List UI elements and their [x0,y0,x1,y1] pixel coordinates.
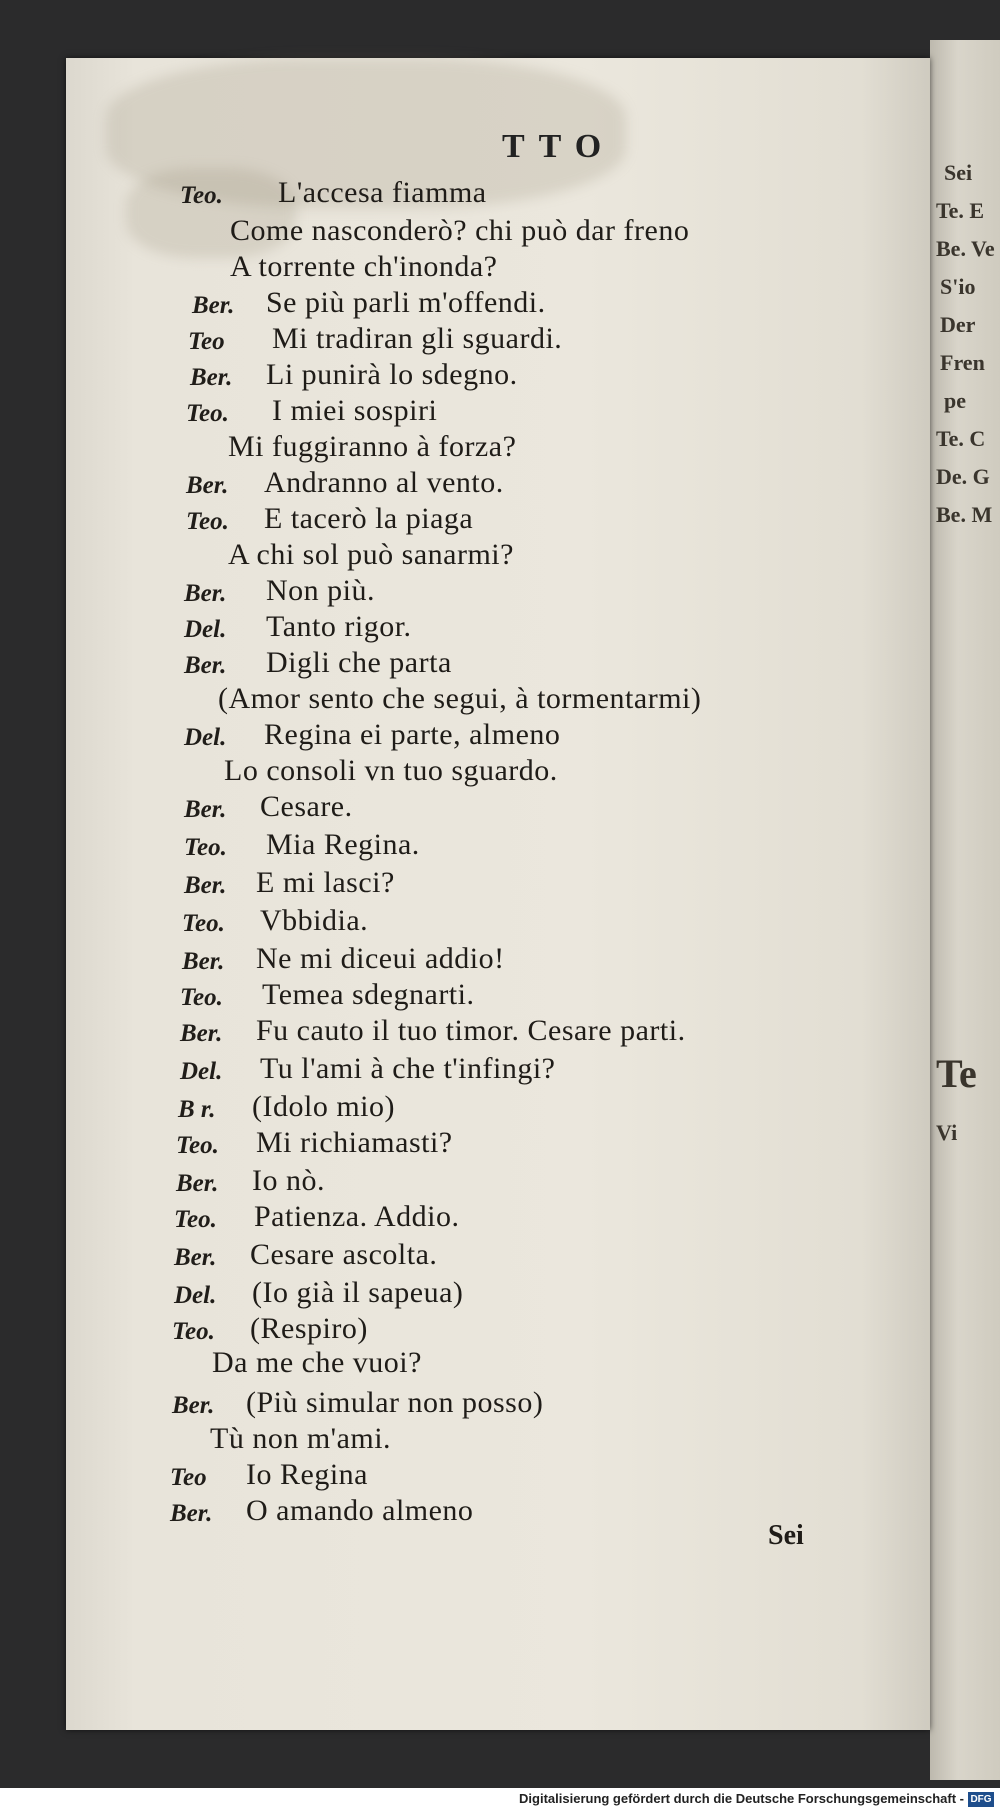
speaker-label: Teo. [176,1132,219,1159]
next-page-text: S'io [940,274,976,299]
speaker-label: Teo. [180,182,223,209]
verse-line: Tanto rigor. [266,610,412,643]
verse-line: Mi tradiran gli sguardi. [272,322,563,355]
verse-line: Tù non m'ami. [210,1422,392,1455]
verse-line: Digli che parta [266,646,452,679]
speaker-label: Ber. [184,796,227,823]
verse-line: Io nò. [252,1164,325,1197]
verse-line: A chi sol può sanarmi? [228,538,514,571]
verse-line: Mi fuggiranno à forza? [228,430,517,463]
verse-line: Tu l'ami à che t'infingi? [260,1052,556,1085]
verse-line: Regina ei parte, almeno [264,718,561,751]
verse-line: E tacerò la piaga [264,502,474,535]
catchword: Sei [768,1520,804,1551]
next-page-text: Fren [940,350,985,375]
verse-line: Se più parli m'offendi. [266,286,546,319]
running-header: TTO [502,128,616,165]
verse-line: Patienza. Addio. [254,1200,460,1233]
verse-line: Andranno al vento. [264,466,504,499]
verse-line: Fu cauto il tuo timor. Cesare parti. [256,1014,686,1047]
speaker-label: Teo. [186,400,229,427]
verse-line: (Più simular non posso) [246,1386,544,1419]
speaker-label: Teo. [186,508,229,535]
verse-line: Cesare ascolta. [250,1238,438,1271]
verse-line: A torrente ch'inonda? [230,250,498,283]
verse-line: Mi richiamasti? [256,1126,453,1159]
next-page-text: Te. E [936,198,985,223]
verse-line: Temea sdegnarti. [262,978,475,1011]
speaker-label: Ber. [186,472,229,499]
verse-line: Come nasconderò? chi può dar freno [230,214,690,247]
next-page-text: Te. C [936,426,986,451]
speaker-label: Teo. [174,1206,217,1233]
next-page-text: Der [940,312,976,337]
speaker-label: Ber. [190,364,233,391]
verse-line: I miei sospiri [272,394,438,427]
next-page-text: Vi [936,1120,958,1145]
verse-line: Da me che vuoi? [212,1346,422,1379]
speaker-label: Teo. [172,1318,215,1345]
verse-line: (Respiro) [250,1312,368,1345]
dfg-logo: DFG [968,1792,994,1807]
speaker-label: Teo. [184,834,227,861]
verse-line: (Io già il sapeua) [252,1276,464,1309]
speaker-label: Teo [170,1464,207,1491]
verse-line: Vbbidia. [260,904,369,937]
verse-line: Io Regina [246,1458,368,1491]
next-page-text: pe [944,388,966,413]
speaker-label: Ber. [180,1020,223,1047]
speaker-label: Ber. [184,580,227,607]
verse-line: Lo consoli vn tuo sguardo. [224,754,558,787]
next-page-text: Be. Ve [936,236,995,261]
speaker-label: Teo. [180,984,223,1011]
verse-line: (Amor sento che segui, à tormentarmi) [218,682,702,715]
verse-line: Non più. [266,574,375,607]
speaker-label: Del. [180,1058,223,1085]
speaker-label: Ber. [192,292,235,319]
verse-line: Ne mi diceui addio! [256,942,505,975]
speaker-label: Del. [174,1282,217,1309]
verse-line: Li punirà lo sdegno. [266,358,518,391]
verse-line: O amando almeno [246,1494,474,1527]
verse-line: Mia Regina. [266,828,420,861]
speaker-label: Del. [184,616,227,643]
speaker-label: Ber. [182,948,225,975]
speaker-label: Ber. [174,1244,217,1271]
speaker-label: B r. [178,1096,216,1123]
speaker-label: Teo [188,328,225,355]
verse-line: L'accesa fiamma [278,176,487,209]
speaker-label: Del. [184,724,227,751]
speaker-label: Ber. [184,872,227,899]
speaker-label: Ber. [170,1500,213,1527]
next-page-text: De. G [936,464,990,489]
next-page-text: Te [936,1051,977,1096]
verse-line: E mi lasci? [256,866,395,899]
speaker-label: Ber. [176,1170,219,1197]
verse-line: (Idolo mio) [252,1090,395,1123]
footer-credit: Digitalisierung gefördert durch die Deutsche Forschungsgemeinschaft - [519,1791,964,1806]
verse-line: Cesare. [260,790,353,823]
speaker-label: Teo. [182,910,225,937]
next-page-text: Be. M [936,502,993,527]
speaker-label: Ber. [184,652,227,679]
digitization-footer [0,1788,1000,1812]
next-page-text: Sei [944,160,973,185]
speaker-label: Ber. [172,1392,215,1419]
